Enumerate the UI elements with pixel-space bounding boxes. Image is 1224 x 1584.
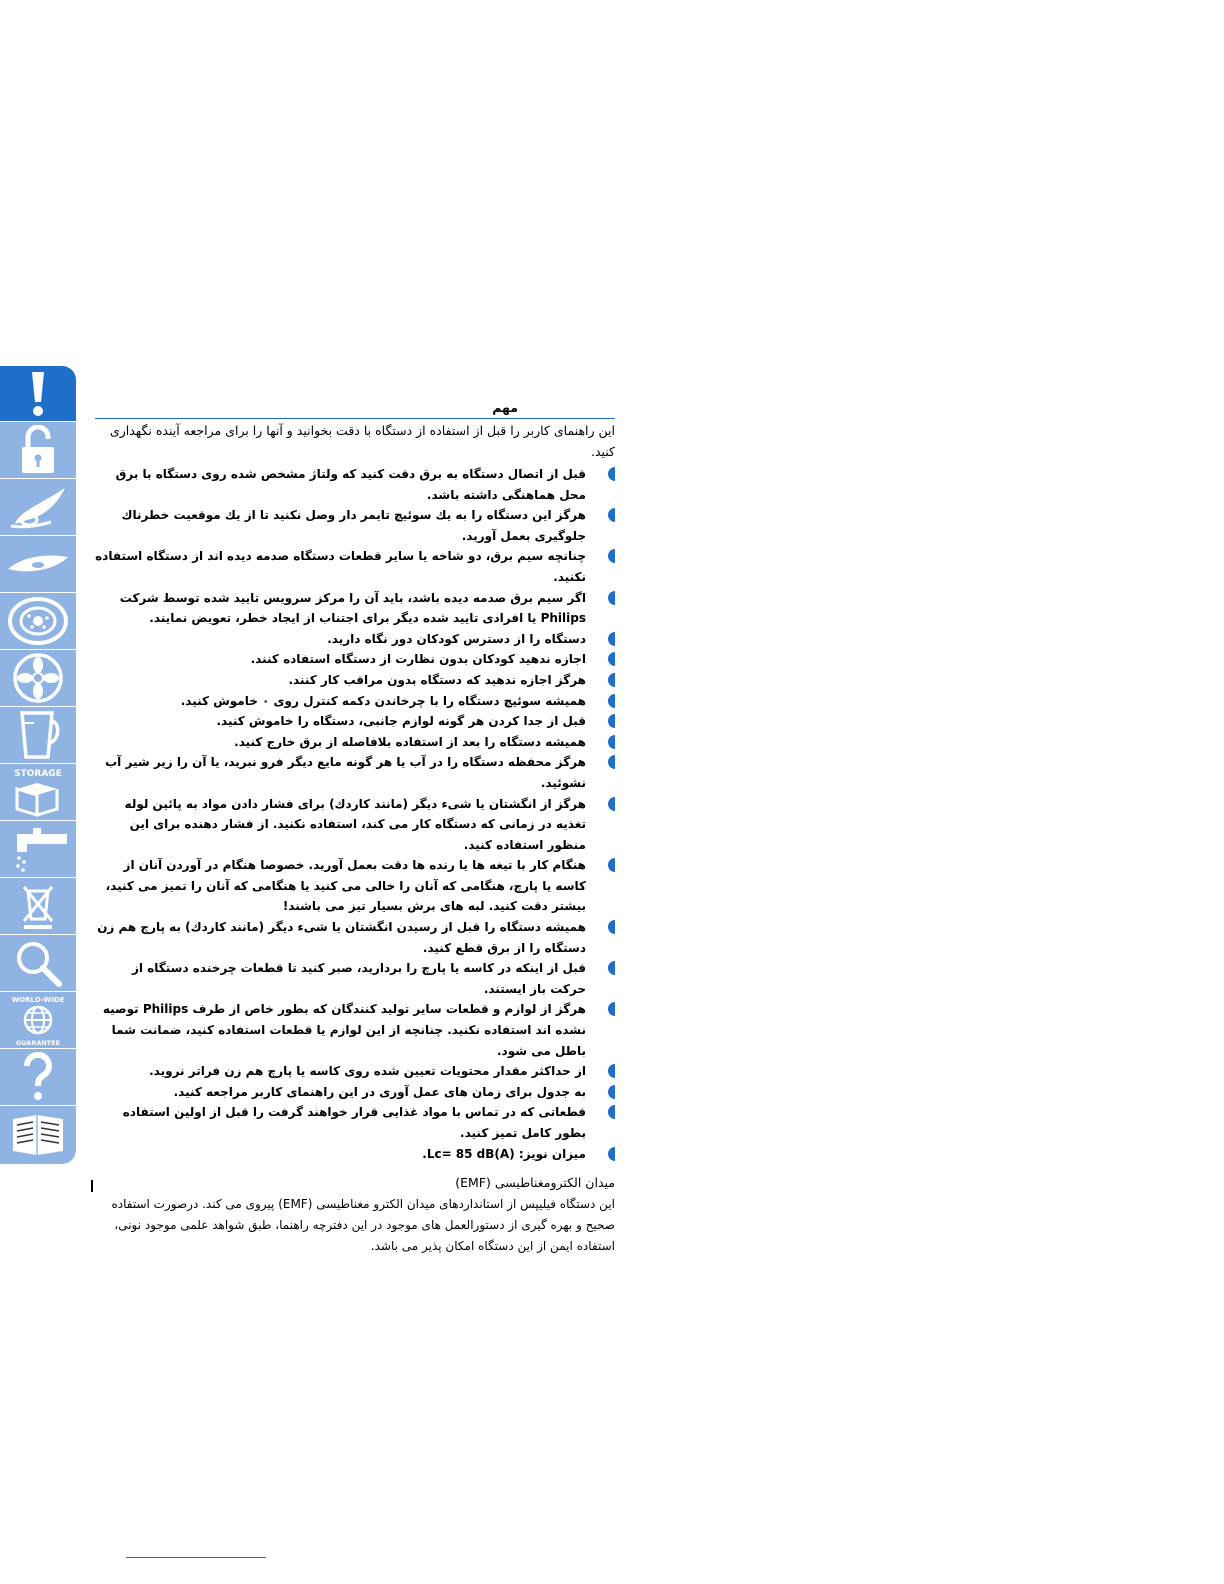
exclamation-icon xyxy=(23,370,53,418)
list-item: از حداکثر مقدار محتویات تعیین شده روی کاسه یا پارچ هم زن فراتر نروید. xyxy=(95,1061,615,1082)
list-item: قبل از جدا کردن هر گونه لوازم جانبی، دستگاه را خاموش کنید. xyxy=(95,711,615,732)
bullet-icon xyxy=(605,549,615,563)
list-item: اگر سیم برق صدمه دیده باشد، باید آن را مرکز سرویس تایید شده توسط شرکت Philips یا افرادی تایید شده دیگر برای اجتناب از ایجاد خطر، تعویض نمایند. xyxy=(95,588,615,629)
bullet-icon xyxy=(605,1147,615,1161)
bullet-icon xyxy=(605,735,615,749)
tab-manual[interactable] xyxy=(0,1106,76,1162)
storage-box-icon xyxy=(7,765,69,819)
bullet-icon xyxy=(605,920,615,934)
book-icon xyxy=(9,1111,67,1157)
emf-paragraph: این دستگاه فیلیپس از استانداردهای میدان الکترو مغناطیسی (EMF) پیروی می کند. درصورت استفاده صحیح و بهره گیری از دستورالعمل های موجود در این دفترچه راهنما، طبق شواهد علمی موجود نونی، استفاده ایمن از این دستگاه امکان پذیر می باشد. xyxy=(111,1197,615,1254)
whisk-blade-icon xyxy=(6,549,70,579)
bullet-icon xyxy=(605,673,615,687)
list-item: قبل از اینکه در کاسه یا پارچ را بردارید، صبر کنید تا قطعات چرخنده دستگاه از حرکت باز ایستند. xyxy=(95,958,615,999)
list-item: هرگز محفظه دستگاه را در آب یا هر گونه مایع دیگر فرو نبرید، یا آن را زیر شیر آب نشوئید. xyxy=(95,752,615,793)
grater-disc-icon xyxy=(11,653,65,703)
svg-text:STORAGE: STORAGE xyxy=(14,769,62,779)
bullet-icon xyxy=(605,1105,615,1119)
tap-icon xyxy=(7,824,69,874)
tab-faq[interactable] xyxy=(0,1049,76,1106)
safety-list xyxy=(95,464,615,1164)
list-item: میزان نویز: Lc= 85 dB(A). xyxy=(95,1144,615,1165)
footer-rule xyxy=(126,1557,266,1558)
bullet-icon xyxy=(605,714,615,728)
section-title: مهم xyxy=(95,398,615,419)
disc-icon xyxy=(7,596,69,646)
globe-guarantee-icon xyxy=(8,993,68,1047)
jug-icon xyxy=(14,709,62,761)
tab-whisk[interactable] xyxy=(0,536,76,593)
blade-icon xyxy=(7,482,69,532)
bullet-icon xyxy=(605,1085,615,1099)
list-item: به جدول برای زمان های عمل آوری در این راهنمای کاربر مراجعه کنید. xyxy=(95,1082,615,1103)
bullet-icon xyxy=(605,694,615,708)
tab-important[interactable] xyxy=(0,366,76,422)
magnifier-icon xyxy=(13,938,63,988)
list-item: همیشه دستگاه را قبل از رسیدن انگشتان یا شیء دیگر (مانند کاردك) به پارچ هم زن دستگاه را از برق قطع کنید. xyxy=(95,917,615,958)
bullet-icon xyxy=(605,652,615,666)
list-item: هرگز اجازه ندهید که دستگاه بدون مراقب کار کنند. xyxy=(95,670,615,691)
list-item: هرگز از انگشتان یا شیء دیگر (مانند کاردك) برای فشار دادن مواد به پائین لوله تغذیه در زمانی که دستگاه کار می کند، استفاده نکنید. از فشار دهنده برای این منظور استفاده کنید. xyxy=(95,794,615,856)
bullet-icon xyxy=(605,467,615,481)
list-item: قطعاتی که در تماس با مواد غذایی قرار خواهند گرفت را قبل از اولین استفاده بطور کامل تمیز کنید. xyxy=(95,1102,615,1143)
bullet-icon xyxy=(605,755,615,769)
tab-blade[interactable] xyxy=(0,479,76,536)
svg-text:GUARANTEE: GUARANTEE xyxy=(15,1039,61,1047)
tab-troubleshooting[interactable] xyxy=(0,935,76,992)
list-item: اجازه ندهید کودکان بدون نظارت از دستگاه استفاده کنند. xyxy=(95,649,615,670)
bullet-icon xyxy=(605,797,615,811)
list-item: دستگاه را از دسترس کودکان دور نگاه دارید. xyxy=(95,629,615,650)
svg-text:WORLD-WIDE: WORLD-WIDE xyxy=(11,996,65,1004)
crossed-bin-icon xyxy=(18,881,58,931)
bullet-icon xyxy=(605,632,615,646)
emf-heading: میدان الکترومغناطیسی (EMF) xyxy=(455,1175,615,1191)
list-item: هرگز از لوازم و قطعات سایر تولید کنندگان که بطور خاص از طرف Philips توصیه نشده اند استفاده نکنید. چنانچه از این لوازم یا قطعات استفاده کنید، ضمانت شما باطل می شود. xyxy=(95,999,615,1061)
bullet-icon xyxy=(605,1064,615,1078)
bullet-icon xyxy=(605,591,615,605)
bullet-icon xyxy=(605,1002,615,1016)
question-mark-icon xyxy=(22,1052,54,1102)
list-item: چنانچه سیم برق، دو شاخه یا سایر قطعات دستگاه صدمه دیده اند از دستگاه استفاده نکنید. xyxy=(95,546,615,587)
list-item: قبل از اتصال دستگاه به برق دقت کنید که ولتاژ مشخص شده روی دستگاه با برق محل هماهنگی داشته باشد. xyxy=(95,464,615,505)
page-marker xyxy=(91,1180,93,1192)
tab-cleaning[interactable] xyxy=(0,821,76,878)
list-item: همیشه دستگاه را بعد از استفاده بلافاصله از برق خارج کنید. xyxy=(95,732,615,753)
tab-jug[interactable] xyxy=(0,707,76,764)
bullet-icon xyxy=(605,508,615,522)
list-item: هنگام کار با تیغه ها یا رنده ها دقت بعمل آورید. خصوصا هنگام در آوردن آنان از کاسه یا پارچ، هنگامی که آنان را خالی می کنید یا هنگامی که آنان را تمیز می کنید، بیشتر دقت کنید. لبه های برش بسیار تیز می باشند! xyxy=(95,855,615,917)
intro-paragraph: این راهنمای کاربر را قبل از استفاده از دستگاه با دقت بخوانید و آنها را برای مراجعه آینده نگهداری کنید. xyxy=(109,423,615,459)
tab-safety[interactable] xyxy=(0,422,76,479)
tab-grater[interactable] xyxy=(0,650,76,707)
tab-disc[interactable] xyxy=(0,593,76,650)
icon-sidebar xyxy=(0,366,76,1164)
list-item: هرگز این دستگاه را به یك سوئیچ تایمر دار وصل نكنید تا از یك موقعیت خطرناك جلوگیری بعمل آورید. xyxy=(95,505,615,546)
tab-environment[interactable] xyxy=(0,878,76,935)
main-content xyxy=(95,398,615,1257)
unlocked-padlock-icon xyxy=(18,425,58,475)
bullet-icon xyxy=(605,961,615,975)
tab-guarantee[interactable] xyxy=(0,992,76,1049)
bullet-icon xyxy=(605,858,615,872)
tab-storage[interactable] xyxy=(0,764,76,821)
list-item: همیشه سوئیچ دستگاه را با چرخاندن دکمه کنترل روی ۰ خاموش کنید. xyxy=(95,691,615,712)
